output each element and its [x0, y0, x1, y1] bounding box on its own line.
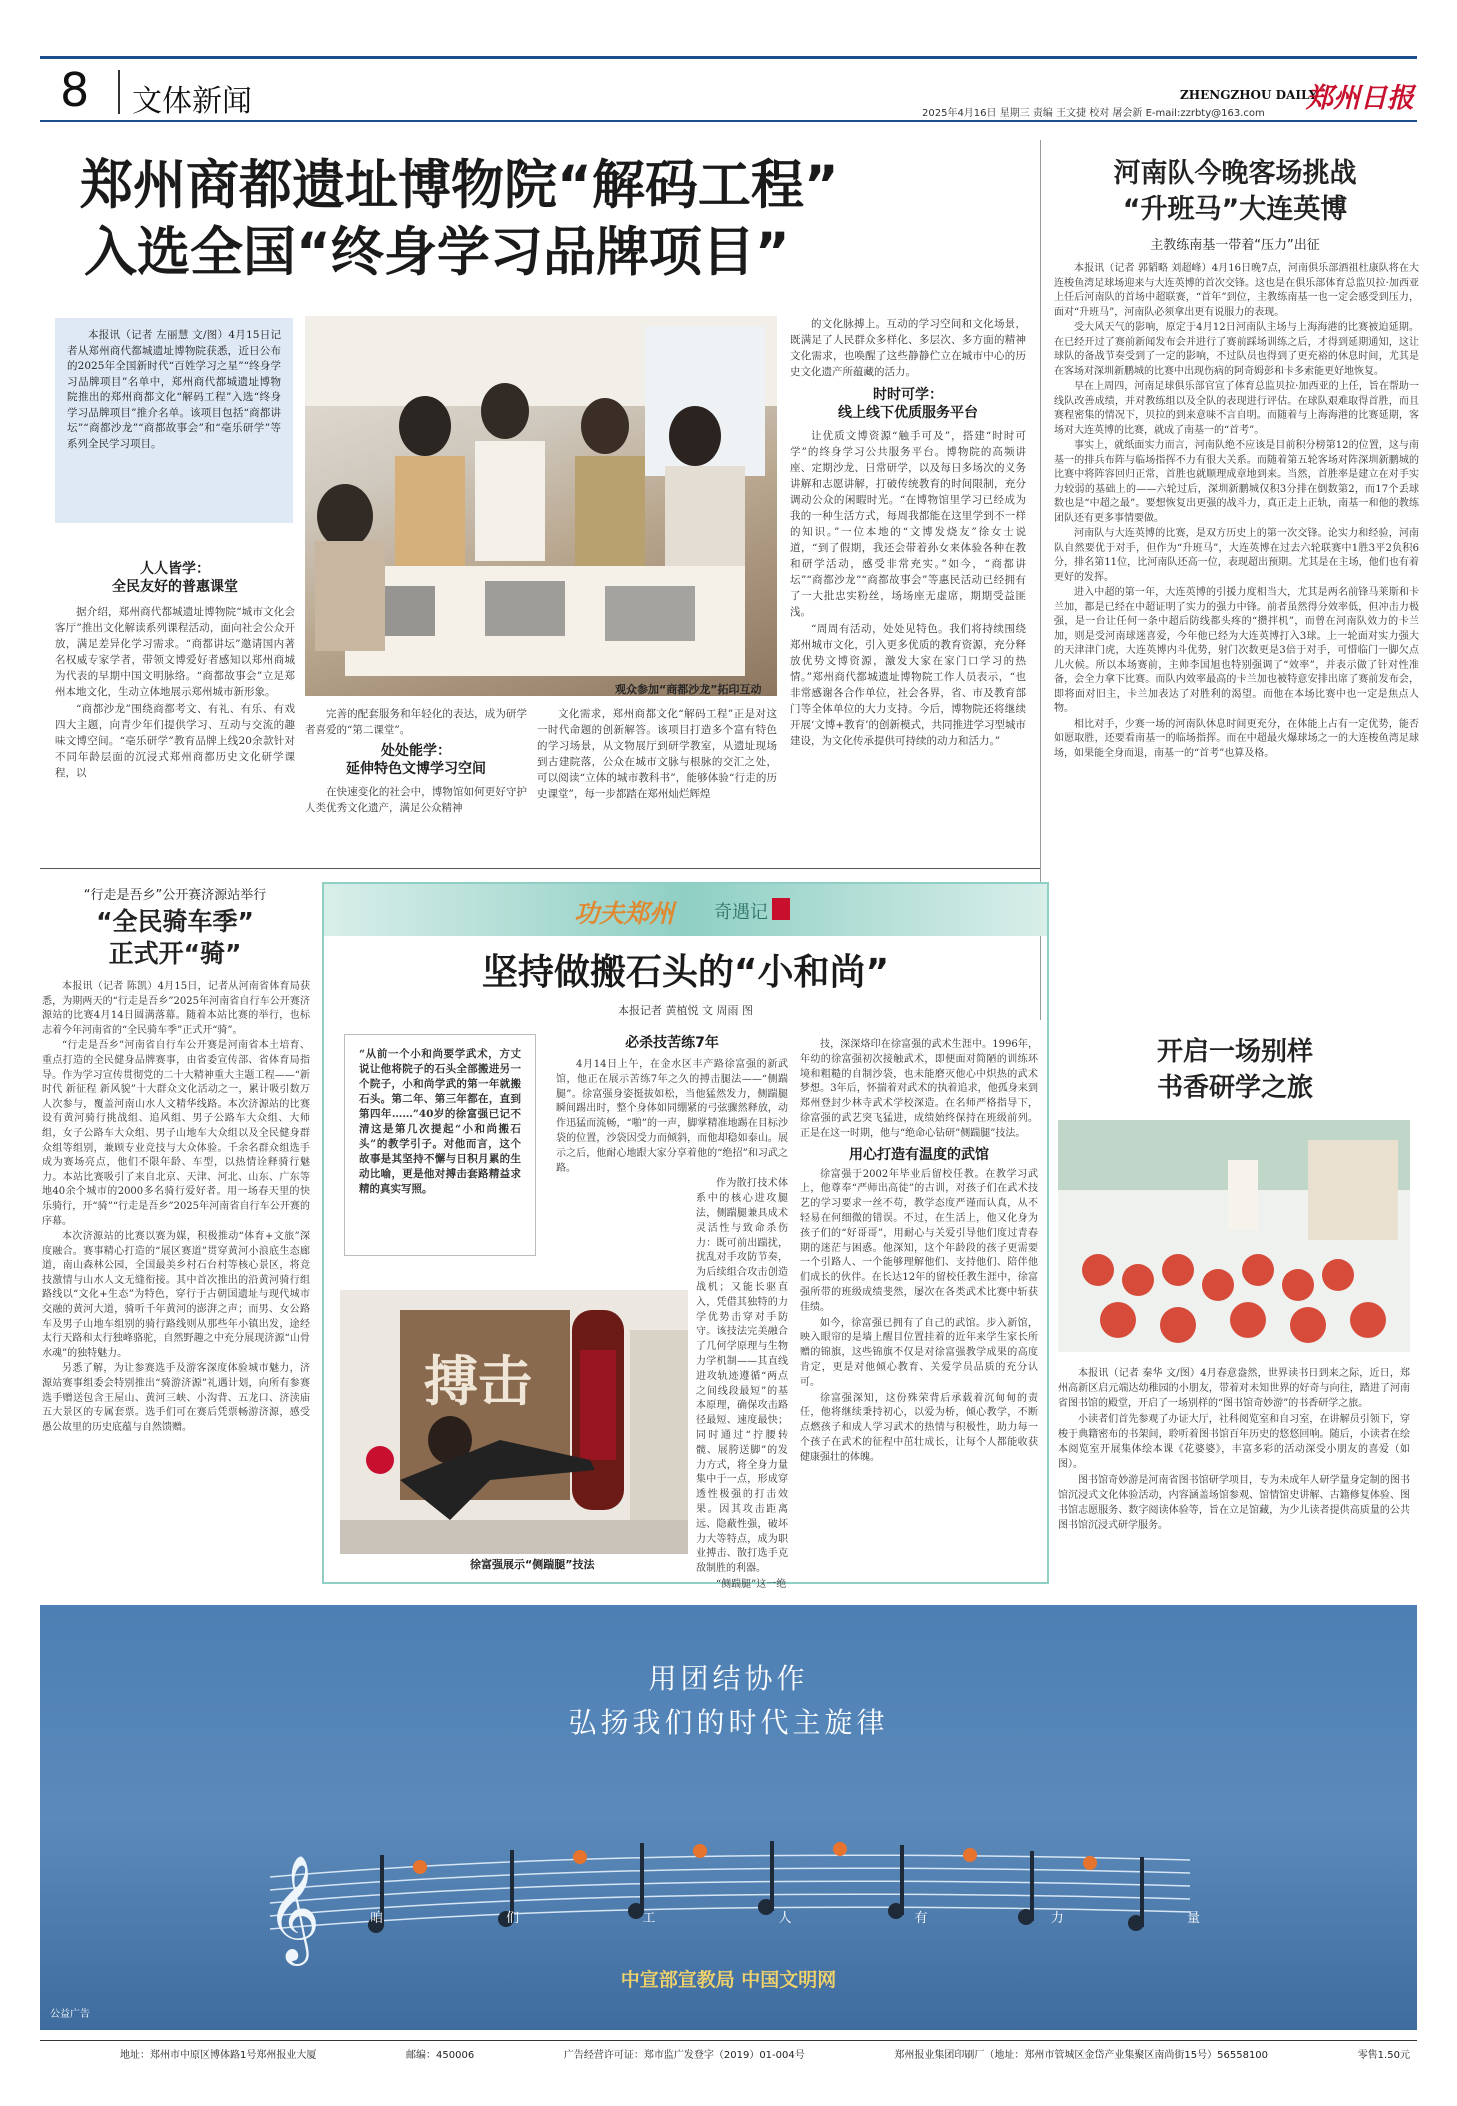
- lyric-char: 咱: [370, 1911, 384, 1926]
- footer-rule: [40, 2040, 1417, 2041]
- col1-para-1: 据介绍，郑州商代都城遗址博物院“城市文化会客厅”推出文化解读系列课程活动，面向社会公众开放，满足差异化学习需求。“商都讲坛”邀请国内著名权威专家学者，带领文博爱好者感知以郑州商城为代表的早期中国文明脉络。“商都故事会”立足郑州本地文化，生动立体地展示郑州城市新形象。: [55, 606, 295, 698]
- library-para-3: 图书馆奇妙游是河南省图书馆研学项目，专为未成年人研学量身定制的图书馆沉浸式文化体验活动，内容涵盖场馆参观、馆情馆史讲解、古籍修复体验、图书馆志愿服务、数字阅读体验等，旨在立足馆藏，为少儿读者提供高质量的公共图书馆沉浸式研学服务。: [1058, 1475, 1410, 1531]
- kungfu-a-para-2: 作为散打技术体系中的核心进攻腿法，侧踹腿兼具成术灵活性与致命杀伤力：既可前出踹扰，扰乱对手攻防节奏，为后续组合攻击创造战机；又能长驱直入，凭借其独特的力学优势击穿对手防守。该技法完美融合了几何学原理与生物力学机制——其直线进攻轨迹遵循“两点之间线段最短”的基本原理，确保攻击路径最短、速度最快；同时通过“拧腰转髋、展胯送脚”的发力方式，将全身力量集中于一点，形成穿透性极强的打击效果。因其攻击距离远、隐蔽性强，破坏力大等特点，成为职业搏击、散打选手克敌制胜的利器。: [696, 1178, 788, 1575]
- bike-para-1: 本报讯（记者 陈凯）4月15日，记者从河南省体育局获悉，为期两天的“行走是吾乡”2025年河南省自行车公开赛济源站的比赛4月14日圆满落幕。随着本站比赛的举行，也标志着今年河南省的“全民骑车季”正式开“骑”。: [42, 981, 310, 1036]
- col4-para-1: 的文化脉搏上。互动的学习空间和文化场景，既满足了人民群众多样化、多层次、多方面的精神文化需求，也唤醒了这些静静伫立在城市中心的历史文化遗产所蕴藏的活力。: [790, 318, 1026, 378]
- subhead-2b: 延伸特色文博学习空间: [346, 761, 486, 777]
- subhead-3b: 线上线下优质服务平台: [838, 405, 978, 421]
- kungfu-col-b: [800, 1038, 1038, 1467]
- kungfu-a-para-3: “侧踹腿”这一绝: [716, 1578, 787, 1590]
- main-headline: [80, 152, 1000, 286]
- svg-text:搏击: 搏击: [424, 1349, 532, 1413]
- bike-para-2: “行走是吾乡”河南省自行车公开赛是河南省本土培育、重点打造的全民健身品牌赛事，由省委宣传部、省体育局指导。作为学习宣传贯彻党的二十大精神重大主题工程——“新时代 新征程 新风貌”十大群众文化活动之一，累计吸引数万人次参与，覆盖河南山水人文精华线路。本次济源站的比赛设有黄河骑行挑战组、追风组、男子公路车大众组、大师组，女子公路车大众组、男子山地车大众组以及全民健身群众组等组别，兼顾专业竞技与大众体验。千余名群众组选手成为赛场亮点，他们不限年龄、车型，以热情诠释骑行魅力。本站比赛吸引了来自北京、天津、河北、山东、广东等地40余个城市的2000多名骑行爱好者。用一场春天里的快乐骑行，开“骑”“行走是吾乡”2025年河南省自行车公开赛的序幕。: [42, 1040, 310, 1227]
- kungfu-b-para-2: 徐富强于2002年毕业后留校任教。在教学习武上，他尊奉“严师出高徒”的古训，对孩子们在武术技艺的学习要求一丝不苟，教学态度严谨而认真，从不轻易在何细微的错误。不过，在生活上，他又化身为孩子们的“好哥哥”，用耐心与关爱引导他们度过青春期的迷茫与困惑。他深知，这个年龄段的孩子更需要一个引路人、一个能够理解他们、支持他们、陪伴他们成长的伙伴。在长达12年的留校任教生涯中，徐富强所带的班级成绩斐然，屡次在各类武术比赛中斩获佳绩。: [800, 1168, 1038, 1313]
- library-scene: [1058, 1120, 1410, 1352]
- kungfu-banner: [324, 884, 1047, 936]
- psa-line-1: 用团结协作: [648, 1662, 809, 1695]
- side-para-2: 受大风天气的影响，原定于4月12日河南队主场与上海海港的比赛被迫延期。在已经开过了赛前新闻发布会并进行了赛前踩场训练之后，才得到延期通知，这让球队的备战节奏受到了一定的影响，不过队员也得到了更充裕的休息时间，尤其是在客场对深圳新鹏城的比赛中出现伤病的阿奇姆彭和卡多索能更好地恢复。: [1054, 322, 1419, 377]
- col2-para-2: 在快速变化的社会中，博物馆如何更好守护人类优秀文化遗产，满足公众精神: [305, 786, 527, 814]
- footer-price: 零售1.50元: [1357, 2050, 1410, 2061]
- lyric-char: 们: [506, 1911, 520, 1926]
- main-bottom-rule: [40, 868, 1040, 869]
- kungfu-a-para-1: 4月14日上午，在金水区丰产路徐富强的新武馆，他正在展示苦练7年之久的搏击腿法——“侧踹腿”。徐富强身姿挺拔如松，当他猛然发力，侧踹腿瞬间踢出时，整个身体如同绷紧的弓弦骤然释放，动作迅猛而流畅，“啪”的一声，脚掌精准地踢在目标沙袋的位置，沙袋因受力而倾斜，而他却稳如泰山。展示之后，他耐心地跟大家分享着他的“绝招”和习武之路。: [556, 1059, 788, 1174]
- library-headline: [1060, 1034, 1410, 1106]
- side-body: [1054, 262, 1419, 762]
- main-headline-line2: 入选全国“终身学习品牌项目”: [84, 222, 790, 283]
- brand-en: ZHENGZHOU DAILY: [1180, 88, 1318, 102]
- banner-title: 功夫郑州: [574, 899, 675, 928]
- kungfu-byline: 本报记者 黄植悦 文 周雨 图: [618, 1004, 753, 1017]
- library-para-1: 本报讯（记者 秦华 文/图）4月春意盎然，世界读书日到来之际，近日，郑州高新区启元端达幼稚园的小朋友，带着对未知世界的好奇与向往，踏进了河南省图书馆的殿堂，开启了一场别样的“图书馆奇妙游”的书香研学之旅。: [1058, 1368, 1410, 1409]
- side-para-1: 本报讯（记者 郭韬略 刘超峰）4月16日晚7点，河南俱乐部酒祖杜康队将在大连梭鱼湾足球场迎来与大连英博的首次交锋。这也是在俱乐部体育总监贝拉·加西亚上任后河南队的首场中超联赛，“首年”到位，主教练南基一也一定会感受到压力，面对“升班马”，河南队必须拿出更有说服力的表现。: [1054, 263, 1419, 318]
- library-photo: [1058, 1120, 1410, 1352]
- side-headline-line1: 河南队今晚客场挑战: [1113, 158, 1357, 189]
- bike-headline-line1: “全民骑车季”: [96, 907, 254, 936]
- side-para-4: 事实上，就纸面实力而言，河南队绝不应该是目前积分榜第12的位置，这与南基一的排兵布阵与临场指挥不力有很大关系。而随着第五轮客场对阵深圳新鹏城的比赛中将阵容回归正常，首胜也就顺理成章地到来。当然，首胜率是建立在对手实力较弱的基础上的——六轮过后，深圳新鹏城仅积3分排在倒数第2，而17个丢球数也是“中超之最”。要想恢复出更强的战斗力，真正走上正轨，南基一和他的教练团队还有更多事情要做。: [1054, 440, 1419, 524]
- subhead-1: 人人皆学：: [140, 561, 210, 577]
- footer-license: 广告经营许可证：郑市监广发登字（2019）01-004号: [563, 2050, 805, 2061]
- psa-credit: 中宣部宣教局 中国文明网: [620, 1969, 837, 1991]
- side-headline-line2: “升班马”大连英博: [1122, 194, 1348, 225]
- kungfu-b-para-1: 技，深深烙印在徐富强的武术生涯中。1996年，年幼的徐富强初次接触武术，即便面对简陋的训练环境和粗糙的自制沙袋，也未能磨灭他心中炽热的武术梦想。3年后，怀揣着对武术的执着追求，他孤身来到郑州登封少林寺武术学校深造。在名师严格指导下，徐富强的武艺突飞猛进，成绩始终保持在班级前列。正是在这一时期，他与“绝命心钻研”侧踹腿”技法。: [800, 1039, 1038, 1139]
- main-headline-line1: 郑州商都遗址博物院“解码工程”: [80, 155, 839, 216]
- page-number: 8: [60, 63, 90, 117]
- bike-headline-line2: 正式开“骑”: [108, 939, 242, 968]
- main-photo-caption: 观众参加“商都沙龙”拓印互动: [615, 683, 762, 696]
- lyric-char: 人: [778, 1911, 792, 1926]
- lyric-char: 有: [914, 1911, 928, 1926]
- lyric-char: 量: [1186, 1911, 1200, 1926]
- kungfu-sub-2: 用心打造有温度的武馆: [849, 1146, 989, 1163]
- brand-logo: 郑州日报: [1306, 83, 1414, 114]
- kungfu-sub-1: 必杀技苦练7年: [625, 1035, 719, 1051]
- footer-printer: 郑州报业集团印刷厂（地址：郑州市管城区金岱产业集聚区南尚街15号）56558100: [894, 2050, 1269, 2061]
- lyric-char: 力: [1050, 1911, 1064, 1926]
- library-para-2: 小读者们首先参观了办证大厅，社科阅览室和自习室，在讲解员引领下，穿梭于典籍密布的书架间，聆听着图书馆百年历史的悠悠回响。随后，小读者在绘本阅览室开展集体绘本课《花婆婆》，丰富多彩的活动深受小朋友的喜爱（如图）。: [1058, 1414, 1410, 1470]
- footer-address: 地址：郑州市中原区博体路1号郑州报业大厦: [120, 2050, 317, 2061]
- photo-scene: [305, 316, 777, 696]
- subhead-3: 时时可学：: [873, 387, 943, 403]
- bike-para-4: 另悉了解，为让参赛选手及游客深度体验城市魅力，济源站赛事组委会特别推出“骑游济源”礼遇计划，向所有参赛选手赠送包含王屋山、黄河三峡、小沟背、五龙口、济渎庙五大景区的专属套票。选手们可在赛后凭票畅游济源，感受愚公故里的历史底蕴与自然馈赠。: [42, 1363, 310, 1433]
- subhead-2: 处处能学：: [381, 743, 451, 759]
- bike-kicker: “行走是吾乡”公开赛济源站举行: [83, 888, 267, 903]
- kungfu-headline: 坚持做搬石头的“小和尚”: [481, 952, 890, 993]
- kungfu-col-a: [556, 1034, 788, 1594]
- main-col-3: [537, 706, 777, 803]
- lyric-char: 工: [642, 1911, 656, 1926]
- subhead-1b: 全民友好的普惠课堂: [112, 579, 238, 595]
- main-col-2: [305, 706, 527, 817]
- library-headline-line2: 书香研学之旅: [1156, 1073, 1313, 1103]
- kungfu-quote: “从前一个小和尚要学武术，方丈说让他将院子的石头全部搬进另一个院子，小和尚学武的第一年就搬石头。第二年、第三年都在，直到第四年……”40岁的徐富强已记不清这是第几次提起“小和尚搬石头”的教学引子。对他而言，这个故事是其坚持不懈与日积月累的生动比喻，更是他对搏击套路精益求精的真实写照。: [359, 1048, 521, 1195]
- library-body: [1058, 1366, 1410, 1534]
- col2-para-1: 完善的配套服务和年轻化的表达，成为研学者喜爱的“第二课堂”。: [305, 708, 527, 736]
- main-col-4: [790, 316, 1026, 750]
- main-col-1: [55, 560, 295, 782]
- bike-body: [42, 980, 310, 1436]
- top-rule: [40, 56, 1417, 59]
- svg-text:𝄞: 𝄞: [266, 1854, 321, 1961]
- banner-seal: [772, 898, 790, 920]
- col3-para-1: 文化需求，郑州商都文化“解码工程”正是对这一时代命题的创新解答。该项目打造多个富有特色的学习场景，从文物展厅到研学教室，从遗址现场到古建院落，公众在城市文脉与根脉的交汇之处，可以阅读“立体的城市教科书”，能够体验“行走的历史课堂”，每一步都踏在郑州灿烂辉煌: [537, 708, 777, 800]
- col1-para-2: “商都沙龙”围绕商都考文、有礼、有乐、有戏四大主题，向青少年们提供学习、互动与交流的趣味文博空间。“亳乐研学”教育品牌上线20余款针对不同年龄层面的沉浸式郑州商都历史文化研学课程，以: [55, 703, 295, 779]
- col4-para-2: 让优质文博资源“触手可及”，搭建“时时可学”的终身学习公共服务平台。博物院的高频讲座、定期沙龙、日常研学，以及每日多场次的义务讲解和志愿讲解，打破传统教育的时间限制，充分调动公众的闲暇时光。“在博物馆里学习已经成为我的一种生活方式，每周我都能在这里学到不一样的知识。”一位本地的“文博发烧友”徐女士说道，“到了假期，我还会带着孙女来体验各种在教和研学活动，感受非常充实。”如今，“商都讲坛”“商都沙龙”“商都故事会”等惠民活动已经拥有了一大批忠实粉丝，场场座无虚席，期期受益匪浅。: [790, 430, 1026, 618]
- side-para-5: 河南队与大连英博的比赛，是双方历史上的第一次交锋。论实力和经验，河南队自然要优于对手，但作为“升班马”，大连英博在过去六轮联赛中1胜3平2负积6分，排名第11位，比河南队还高一位，表现超出预期。尤其是在主场，他们也有着更好的发挥。: [1054, 528, 1419, 583]
- col4-para-3: “周周有活动，处处见特色。我们将持续围绕郑州城市文化，引入更多优质的教育资源，充分释放优势文博资源，激发大家在家门口学习的热情。”郑州商代都城遗址博物院工作人员表示，“也非常感谢各合作单位，社会各界，省、市及教育部门等全体单位的大力支持。今后，博物院还将继续开展‘文博+教育’的创新模式，共同推进学习型城市建设，为文化传承提供可持续的动力和活力。”: [790, 623, 1026, 747]
- bike-para-3: 本次济源站的比赛以赛为媒，积极推动“体育+文旅”深度融合。赛事精心打造的“展区赛道”贯穿黄河小浪底生态廊道，南山森林公园，全国最美乡村石台村等核心景区，将竞技激情与山水人文无缝衔接。其中首次推出的沿黄河骑行组路线以“文化+生态”为特色，穿行于古朝国遗址与现代城市交融的黄河大道，骑听千年黄河的澎湃之声；而男、女公路车及男子山地车组别的骑行路线则从那些年小镇出发，途经太行天路和太行独峰骆驼，自然野趣之中充分展现济源“山骨水魂”的独特魅力。: [42, 1231, 310, 1359]
- side-para-6: 进入中超的第一年，大连英博的引援力度相当大，尤其是两名前锋马莱斯和卡兰加，都是已经在中超证明了实力的强力中锋。前者虽然得分效率低，但冲击力极强，是一台让任何一条中超后防线都头疼的“攒拌机”，而曾在河南队效力的卡兰加，则是受河南球迷喜爱，今年他已经为大连英博打入3球。上一轮面对实力强大的天津津门虎，大连英博内斗优势，射门次数更是3倍于对手，可惜临门一脚欠点儿火候。所以本场赛前，主帅李国旭也特别强调了“效率”，并表示做了针对性准备，会全力拿下比赛。而队内效率最高的卡兰加也被特意安排出席了赛前发布会，即将面对旧主，卡兰加表达了对胜利的渴望。而他在本场比赛中也一定是焦点人物。: [1054, 587, 1419, 714]
- header-rule: [40, 120, 1417, 122]
- header-divider: [118, 70, 120, 114]
- kungfu-b-para-3: 如今，徐富强已拥有了自己的武馆。步入新馆，映入眼帘的是墙上醒目位置挂着的近年来学生家长所赠的锦旗，这些锦旗不仅是对徐富强教学成果的高度肯定，更是对他倾心教育、关爱学员品质的充分认可。: [800, 1317, 1038, 1388]
- bike-headline: [40, 906, 310, 970]
- main-photo: [305, 316, 777, 696]
- side-para-3: 早在上周四，河南足球俱乐部官宣了体育总监贝拉·加西亚的上任，旨在帮助一线队改善成绩，并对教练组以及全队的表现进行评估。在球队艰难取得首胜，而且赛程密集的情况下，贝拉的到来意味不言自明。而随着与上海海港的比赛延期，客场对大连英博的比赛，就成了南基一的“首考”。: [1054, 381, 1419, 436]
- kungfu-photo-caption: 徐富强展示“侧踹腿”技法: [470, 1558, 595, 1571]
- date-line: 2025年4月16日 星期三 责编 王文捷 校对 屠会新 E-mail:zzrbty@163.com: [922, 108, 1265, 119]
- section-name: 文体新闻: [132, 84, 252, 119]
- psa-line-2: 弘扬我们的时代主旋律: [568, 1706, 889, 1739]
- footer-postcode: 邮编：450006: [406, 2050, 475, 2061]
- psa-label: 公益广告: [50, 2009, 90, 2020]
- side-para-7: 相比对手，少赛一场的河南队休息时间更充分，在体能上占有一定优势，能否如愿取胜，还要看南基一的临场指挥。而在中超最火爆球场之一的大连梭鱼湾足球场，如果能全身而退，南基一的“首考”也算及格。: [1054, 718, 1419, 759]
- banner-tag: 奇遇记: [714, 902, 768, 923]
- intro-box: [55, 318, 293, 523]
- intro-text: 本报讯（记者 左丽慧 文/图）4月15日记者从郑州商代都城遗址博物院获悉，近日公布的2025年全国新时代“百姓学习之星”“终身学习品牌项目”名单中，郑州商代都城遗址博物院推出的郑州商都文化“解码工程”入选“终身学习品牌项目”推介名单。该项目包括“商都讲坛”“商都沙龙”“商都故事会”和“亳乐研学”等系列全民学习项目。: [67, 329, 281, 450]
- kungfu-b-para-4: 徐富强深知，这份殊荣背后承载着沉甸甸的责任，他将继续秉持初心，以爱为桥，倾心教学，不断点燃孩子和成人学习武术的热情与积极性，助力每一个孩子在武术的征程中茁壮成长，让每个人都能收获健康强壮的体魄。: [800, 1392, 1038, 1463]
- kungfu-quote-box: [344, 1034, 536, 1256]
- footer: [120, 2046, 1410, 2061]
- psa-banner: [40, 1605, 1417, 2030]
- psa-lyric: [370, 1907, 1200, 1926]
- library-headline-line1: 开启一场别样: [1156, 1037, 1313, 1067]
- side-headline: [1050, 156, 1420, 228]
- side-subhead: 主教练南基一带着“压力”出征: [1150, 238, 1320, 253]
